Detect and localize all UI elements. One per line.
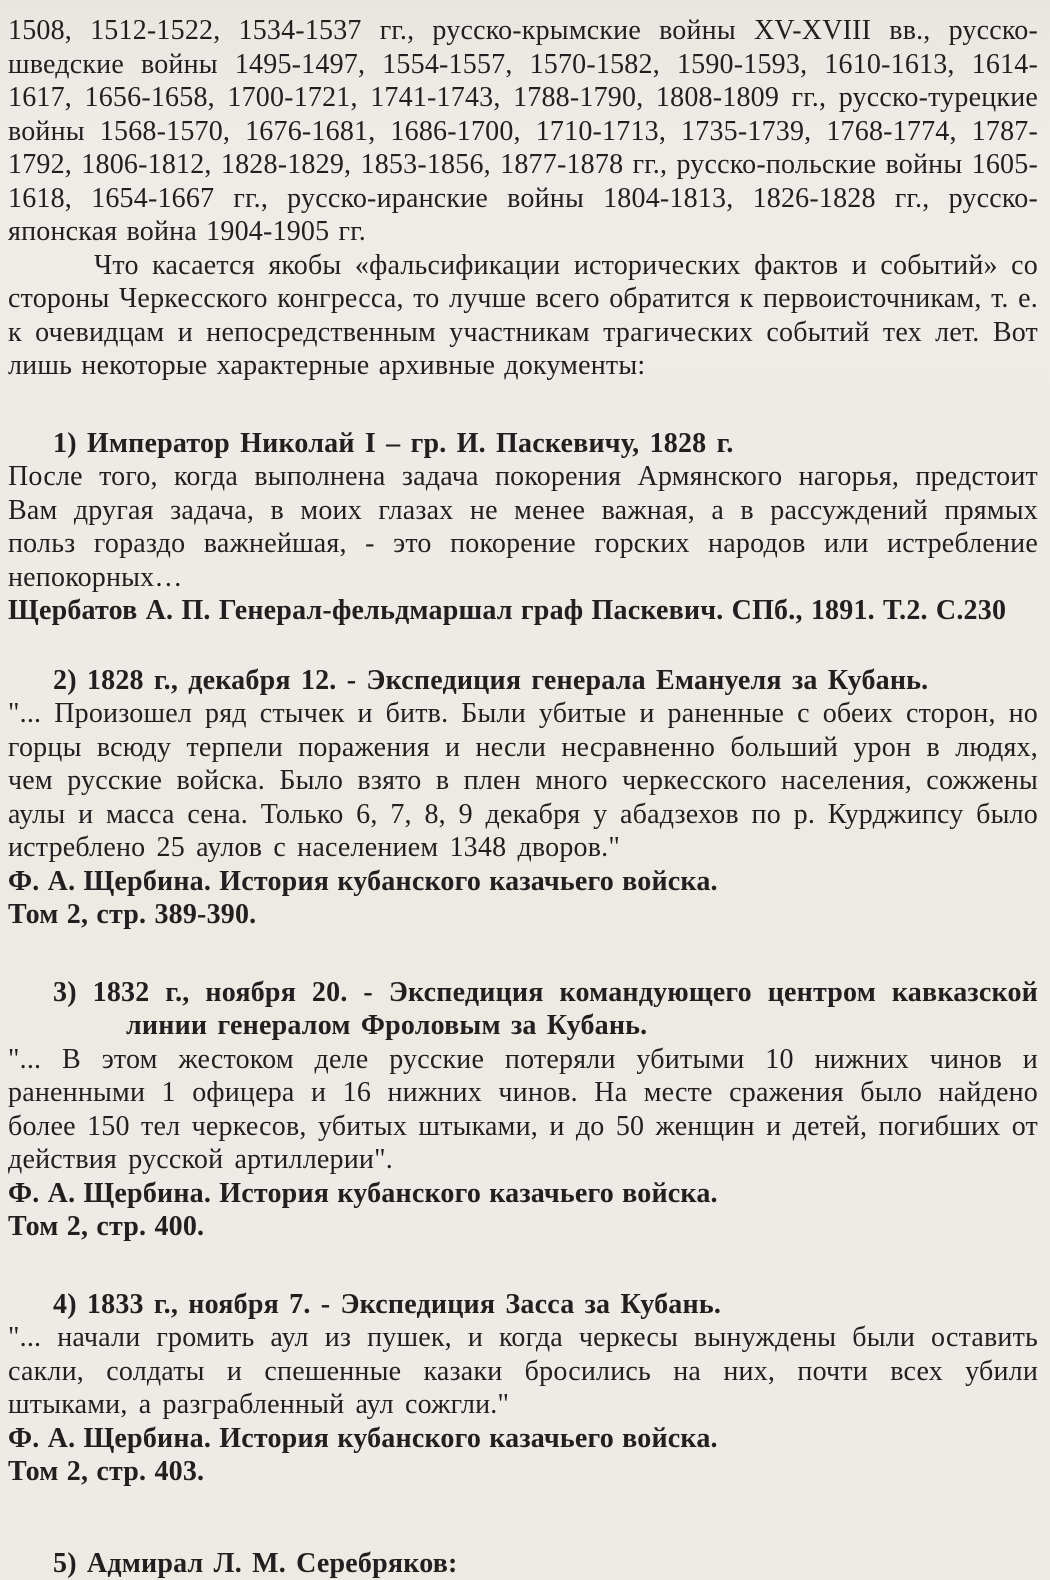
document-4-citation-source: Ф. А. Щербина. История кубанского казачьего войска. [8, 1422, 1038, 1456]
document-2-citation-pages: Том 2, стр. 389-390. [8, 898, 1038, 932]
document-2-body: "... Произошел ряд стычек и битв. Были убитые и раненные с обеих сторон, но горцы всюду терпели поражения и несли несравненно больший урон в людях, чем русские войска. Было взято в плен много черкесского населения, сожжены аулы и масса сена. Только 6, 7, 8, 9 декабря у абадзехов по р. Курджипсу было истреблено 25 аулов с населением 1348 дворов." [8, 697, 1038, 865]
document-2-heading: 2) 1828 г., декабря 12. - Экспедиция генерала Емануеля за Кубань. [8, 664, 1038, 698]
document-4-body: "... начали громить аул из пушек, и когда черкесы вынуждены были оставить сакли, солдаты и спешенные казаки бросились на них, почти всех убили штыками, а разграбленный аул сожгли." [8, 1321, 1038, 1422]
document-3-citation-pages: Том 2, стр. 400. [8, 1210, 1038, 1244]
intro-paragraph-wars-list: 1508, 1512-1522, 1534-1537 гг., русско-крымские войны XV-XVIII вв., русско-шведские войны 1495-1497, 1554-1557, 1570-1582, 1590-1593, 1610-1613, 1614-1617, 1656-1658, 1700-1721, 1741-1743, 1788-1790, 1808-1809 гг., русско-турецкие войны 1568-1570, 1676-1681, 1686-1700, 1710-1713, 1735-1739, 1768-1774, 1787-1792, 1806-1812, 1828-1829, 1853-1856, 1877-1878 гг., русско-польские войны 1605-1618, 1654-1667 гг., русско-иранские войны 1804-1813, 1826-1828 гг., русско-японская война 1904-1905 гг. [8, 14, 1038, 249]
document-section-3 [8, 976, 1038, 1244]
document-1-body: После того, когда выполнена задача покорения Армянского нагорья, предстоит Вам другая задача, в моих глазах не менее важная, а в рассуждений прямых польз гораздо важнейшая, - это покорение горских народов или истребление непокорных… [8, 460, 1038, 594]
document-section-2 [8, 664, 1038, 932]
document-3-heading: 3) 1832 г., ноября 20. - Экспедиция командующего центром кавказской линии генералом Фроловым за Кубань. [8, 976, 1038, 1043]
document-1-heading: 1) Император Николай I – гр. И. Паскевичу, 1828 г. [8, 427, 1038, 461]
document-3-citation-source: Ф. А. Щербина. История кубанского казачьего войска. [8, 1177, 1038, 1211]
document-5-heading: 5) Адмирал Л. М. Серебряков: [8, 1547, 1038, 1580]
document-1-citation-source: Щербатов А. П. Генерал-фельдмаршал граф Паскевич. СПб., 1891. Т.2. С.230 [8, 594, 1038, 628]
intro-paragraph-falsification: Что касается якобы «фальсификации исторических фактов и событий» со стороны Черкесского конгресса, то лучше всего обратится к первоисточникам, т. е. к очевидцам и непосредственным участникам трагических событий тех лет. Вот лишь некоторые характерные архивные документы: [8, 249, 1038, 383]
document-3-body: "... В этом жестоком деле русские потеряли убитыми 10 нижних чинов и раненными 1 офицера и 16 нижних чинов. На месте сражения было найдено более 150 тел черкесов, убитых штыками, и до 50 женщин и детей, погибших от действия русской артиллерии". [8, 1043, 1038, 1177]
document-section-1 [8, 427, 1038, 628]
document-4-heading: 4) 1833 г., ноября 7. - Экспедиция Засса за Кубань. [8, 1288, 1038, 1322]
document-section-5 [8, 1547, 1038, 1580]
document-4-citation-pages: Том 2, стр. 403. [8, 1455, 1038, 1489]
document-2-citation-source: Ф. А. Щербина. История кубанского казачьего войска. [8, 865, 1038, 899]
document-section-4 [8, 1288, 1038, 1489]
